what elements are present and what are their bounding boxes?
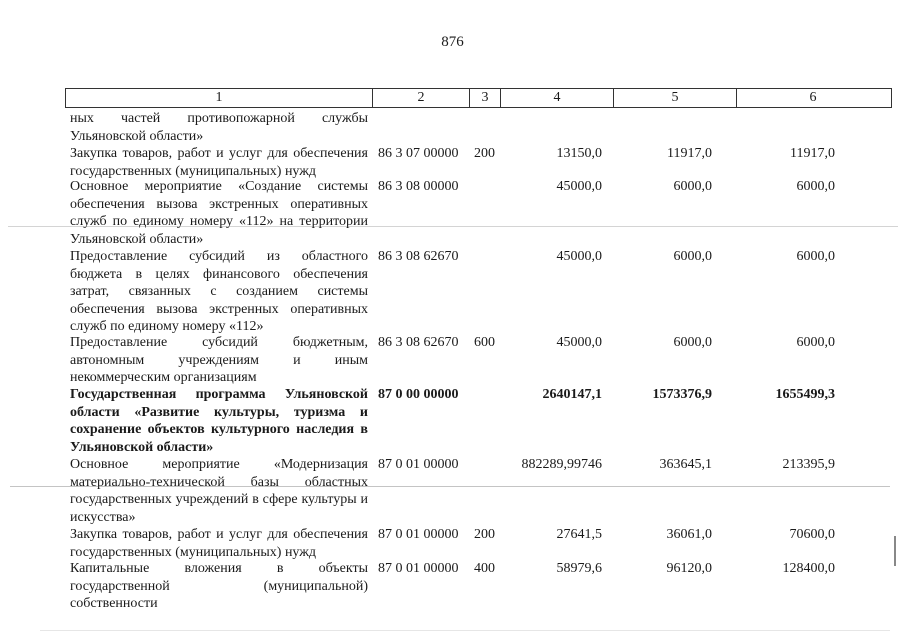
row-value-col4: 13150,0 xyxy=(556,146,602,161)
row-code: 87 0 01 00000 xyxy=(378,457,459,472)
row-code: 86 3 08 62670 xyxy=(378,249,459,264)
scan-line-artifact xyxy=(894,536,896,566)
row-expense-type: 200 xyxy=(474,527,495,542)
row-code: 86 3 08 00000 xyxy=(378,179,459,194)
row-value-col4: 58979,6 xyxy=(556,561,602,576)
page-number: 876 xyxy=(441,34,464,50)
row-code: 87 0 01 00000 xyxy=(378,561,459,576)
row-value-col4: 2640147,1 xyxy=(542,387,602,402)
row-expense-type: 400 xyxy=(474,561,495,576)
scan-line-artifact xyxy=(10,486,890,487)
row-name: Основное мероприятие «Создание системы обеспечения вызова экстренных оперативных служб по единому номеру «112» на территории Ульяновской области» xyxy=(70,179,368,247)
row-name: ных частей противопожарной службы Ульяновской области» xyxy=(70,111,368,144)
row-code: 87 0 00 00000 xyxy=(378,387,459,402)
row-code: 86 3 08 62670 xyxy=(378,335,459,350)
header-col-6: 6 xyxy=(809,90,817,105)
header-col-4: 4 xyxy=(501,89,614,107)
row-value-col5: 96120,0 xyxy=(666,561,712,576)
row-value-col4: 27641,5 xyxy=(556,527,602,542)
row-value-col6: 70600,0 xyxy=(789,527,835,542)
row-value-col4: 45000,0 xyxy=(556,335,602,350)
row-code: 87 0 01 00000 xyxy=(378,527,459,542)
row-value-col5: 1573376,9 xyxy=(652,387,712,402)
header-col-3: 3 xyxy=(470,89,501,107)
row-name: Капитальные вложения в объекты государственной (муниципальной) собственности xyxy=(70,561,368,611)
row-value-col6: 128400,0 xyxy=(782,561,835,576)
row-value-col6: 213395,9 xyxy=(782,457,835,472)
row-value-col4: 882289,99746 xyxy=(521,457,602,472)
row-value-col5: 6000,0 xyxy=(673,179,712,194)
row-value-col6: 6000,0 xyxy=(796,249,835,264)
row-value-col4: 45000,0 xyxy=(556,179,602,194)
header-col-1: 1 xyxy=(66,89,373,107)
row-value-col6: 1655499,3 xyxy=(775,387,835,402)
row-value-col5: 36061,0 xyxy=(666,527,712,542)
row-value-col5: 6000,0 xyxy=(673,335,712,350)
row-name: Предоставление субсидий из областного бюджета в целях финансового обеспечения затрат, связанных с созданием системы обеспечения вызова экстренных оперативных служб по единому номеру «112» xyxy=(70,249,368,334)
row-expense-type: 200 xyxy=(474,146,495,161)
scan-line-artifact xyxy=(40,630,890,631)
scan-line-artifact xyxy=(8,226,898,227)
row-value-col5: 6000,0 xyxy=(673,249,712,264)
row-value-col6: 11917,0 xyxy=(790,146,835,161)
row-code: 86 3 07 00000 xyxy=(378,146,459,161)
row-value-col5: 363645,1 xyxy=(659,457,712,472)
row-name: Основное мероприятие «Модернизация материально-технической базы областных государственных учреждений в сфере культуры и искусства» xyxy=(70,457,368,525)
header-col-2: 2 xyxy=(373,89,470,107)
row-name: Закупка товаров, работ и услуг для обеспечения государственных (муниципальных) нужд xyxy=(70,527,368,560)
row-name: Государственная программа Ульяновской области «Развитие культуры, туризма и сохранение объектов культурного наследия в Ульяновской области» xyxy=(70,387,368,455)
row-name: Закупка товаров, работ и услуг для обеспечения государственных (муниципальных) нужд xyxy=(70,146,368,179)
header-col-5: 5 xyxy=(614,89,737,107)
table-header xyxy=(65,88,892,108)
row-name: Предоставление субсидий бюджетным, автономным учреждениям и иным некоммерческим организациям xyxy=(70,335,368,385)
row-value-col4: 45000,0 xyxy=(556,249,602,264)
row-value-col6: 6000,0 xyxy=(796,179,835,194)
row-value-col5: 11917,0 xyxy=(667,146,712,161)
row-expense-type: 600 xyxy=(474,335,495,350)
row-value-col6: 6000,0 xyxy=(796,335,835,350)
